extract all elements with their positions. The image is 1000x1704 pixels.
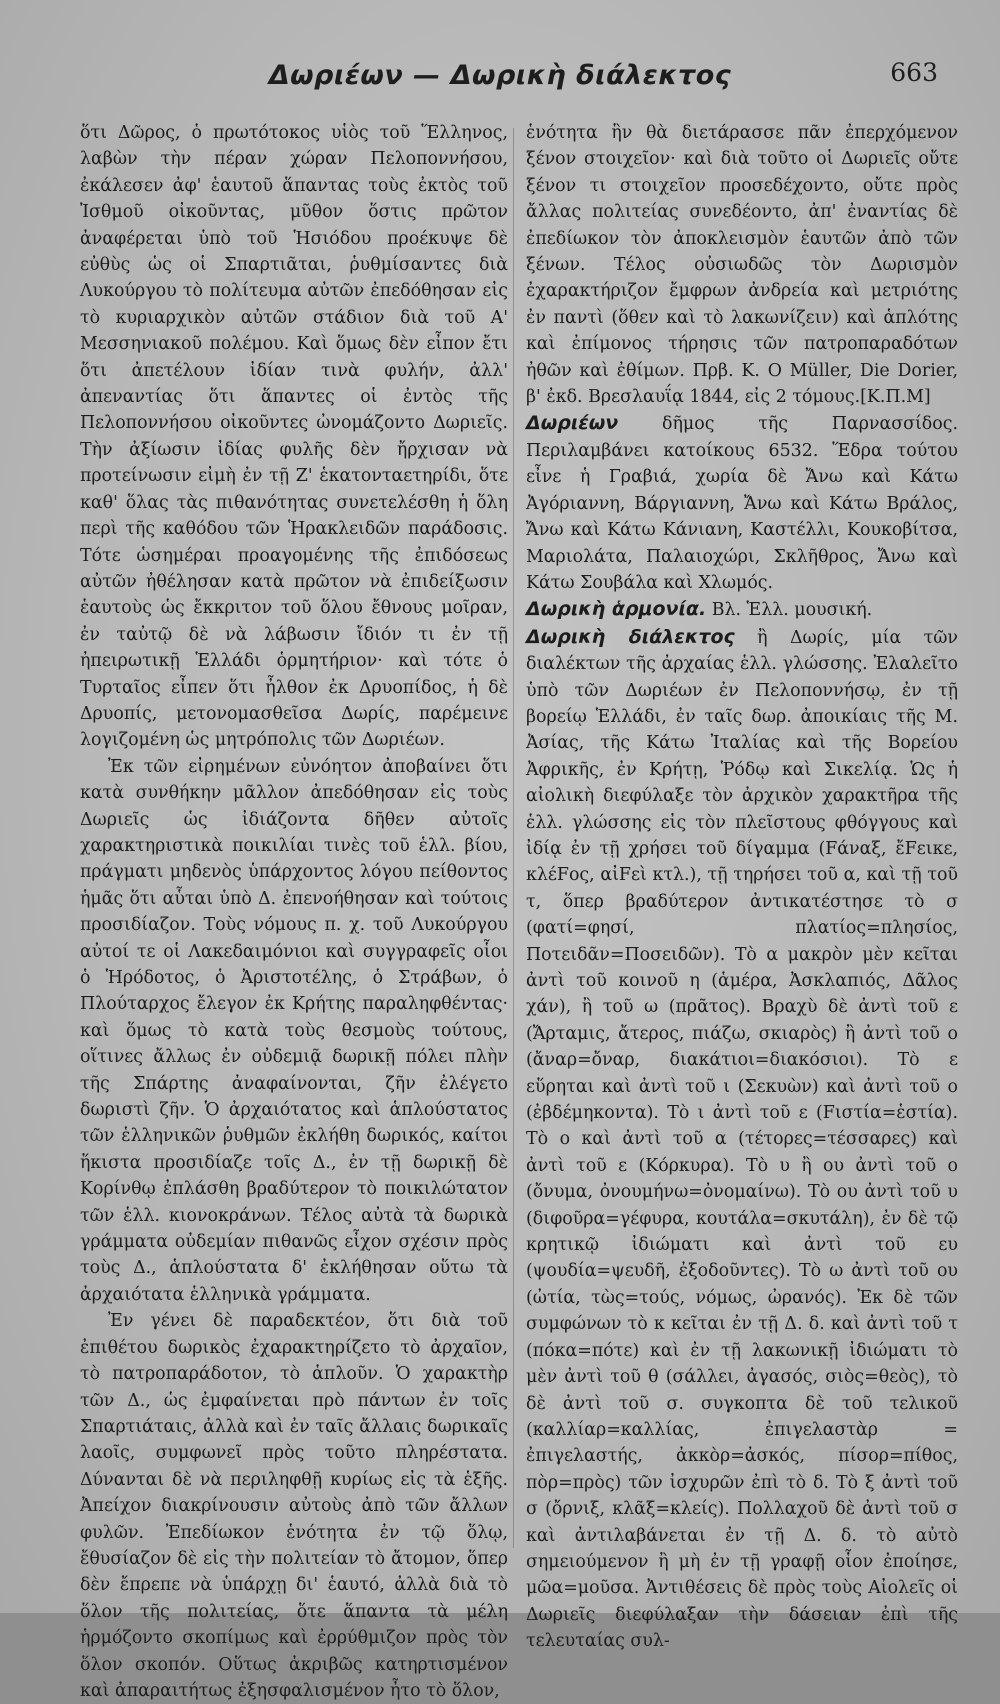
- running-head: Δωριέων — Δωρικὴ διάλεκτος: [268, 60, 732, 91]
- right-column: [526, 120, 958, 1655]
- paragraph: ὅτι Δῶρος, ὁ πρωτότοκος υἱὸς τοῦ Ἕλληνος, λαβὼν τὴν πέραν χώραν Πελοποννήσου, ἐκάλεσεν ἀφ' ἑαυτοῦ ἅπαντας τοὺς ἐκτὸς τοῦ Ἰσθμοῦ οἰκοῦντας, μῦθον ὅστις πρῶτον ἀναφέρεται ὑπὸ τοῦ Ἡσιόδου προέκυψε δὲ εὐθὺς ὡς οἱ Σπαρτιᾶται, ῥυθμίσαντες διὰ Λυκούργου τὸ πολίτευμα αὐτῶν ἐπεδόθησαν εἰς τὸ κυριαρχικὸν αὐτῶν στάδιον διὰ τοῦ Α' Μεσσηνιακοῦ πολέμου. Καὶ ὅμως δὲν εἶπον ἔτι ὅτι ἀπετέλουν ἰδίαν τινὰ φυλήν, ἀλλ' ἀπεναντίας ὅτι ἅπαντες οἱ ἐντὸς τῆς Πελοποννήσου οἰκοῦντες ὠνομάζοντο Δωριεῖς. Τὴν ἀξίωσιν ἰδίας φυλῆς δὲν ἤρχισαν νὰ προτείνωσιν εἰμὴ ἐν τῇ Ζ' ἑκατονταετηρίδι, ὅτε καθ' ὅλας τὰς πιθανότητας συνετελέσθη ἡ ὅλη περὶ τῆς καθόδου τῶν Ἡρακλειδῶν παράδοσις. Τότε ὡσημέραι προαγομένης τῆς ἐπιδόσεως αὐτῶν ἠθέλησαν κατὰ πρῶτον νὰ ἐπιδείξωσιν ἑαυτοὺς ὡς ἔκκριτον τοῦ ὅλου ἔθνους μοῖραν, ἐν ταὐτῷ δὲ νὰ λάβωσιν ἴδιόν τι ἐν τῇ ἠπειρωτικῇ Ἑλλάδι ὁρμητήριον· καὶ τότε ὁ Τυρταῖος εἶπεν ὅτι ἦλθον ἐκ Δρυοπίδος, ἡ δὲ Δρυοπίς, μετονομασθεῖσα Δωρίς, παρέμεινε λογιζομένη ὡς μητρόπολις τῶν Δωριέων.: [80, 123, 508, 751]
- dictionary-entry: [526, 410, 958, 596]
- left-column: [80, 120, 508, 1704]
- entry-body: δῆμος τῆς Παρνασσίδος. Περιλαμβάνει κατοίκους 6532. Ἕδρα τούτου εἶνε ἡ Γραβιά, χωρία δὲ Ἄνω καὶ Κάτω Ἀγόριαννη, Βάργιαννη, Ἄνω καὶ Κάτω Βράλος, Ἄνω καὶ Κάτω Κάνιανη, Καστέλλι, Κουκοβίτσα, Μαριολάτα, Παλαιοχώρι, Σκλῆθρος, Ἄνω καὶ Κάτω Σουβάλα καὶ Χλωμός.: [526, 414, 958, 593]
- page-number: 663: [890, 58, 938, 87]
- column-divider: [513, 128, 514, 1548]
- page-header: [40, 52, 960, 102]
- entry-body: ἢ Δωρίς, μία τῶν διαλέκτων τῆς ἀρχαίας ἑλλ. γλώσσης. Ἐλαλεῖτο ὑπὸ τῶν Δωριέων ἐν Πελοποννήσῳ, ἐν τῇ βορείῳ Ἑλλάδι, ἐν ταῖς δωρ. ἀποικίαις τῆς Μ. Ἀσίας, τῆς Κάτω Ἰταλίας καὶ τῆς Βορείου Ἀφρικῆς, ἐν Κρήτῃ, Ῥόδῳ καὶ Σικελίᾳ. Ὡς ἡ αἰολικὴ διεφύλαξε τὸν ἀρχικὸν χαρακτῆρα τῆς ἑλλ. γλώσσης εἰς τὸν πλεῖστους φθόγγους καὶ ἰδίᾳ ἐν τῇ χρήσει τοῦ δίγαμμα (Fάναξ, ἔFεικε, κλέFος, αἰFεὶ κτλ.), τῇ τηρήσει τοῦ α, καὶ τῇ τοῦ τ, ὅπερ βραδύτερον ἀντικατέστησε τὸ σ (φατί=φησί, πλατίος=πλησίος, Ποτειδᾶν=Ποσειδῶν). Τὸ α μακρὸν μὲν κεῖται ἀντὶ τοῦ κοινοῦ η (ἁμέρα, Ἀσκλαπιός, Δᾶλος χάν), ἢ τοῦ ω (πρᾶτος). Βραχὺ δὲ ἀντὶ τοῦ ε (Ἄρταμις, ἄτερος, πιάζω, σκιαρὸς) ἢ ἀντὶ τοῦ ο (ἄναρ=ὄναρ, διακάτιοι=διακόσιοι). Τὸ ε εὕρηται καὶ ἀντὶ τοῦ ι (Σεκυὼν) καὶ ἀντὶ τοῦ ο (ἐβδέμηκοντα). Τὸ ι ἀντὶ τοῦ ε (Fιστία=ἑστία). Τὸ ο καὶ ἀντὶ τοῦ α (τέτορες=τέσσαρες) καὶ ἀντὶ τοῦ ε (Κόρκυρα). Τὸ υ ἢ ου ἀντὶ τοῦ ο (ὄνυμα, ὀνουμήνω=ὀνομαίνω). Τὸ ου ἀντὶ τοῦ υ (διφοῦρα=γέφυρα, κουτάλα=σκυτάλη), ἐν δὲ τῷ κρητικῷ ἰδιώματι καὶ ἀντὶ τοῦ ευ (ψουδία=ψευδῆ, ἐξοδοῦντες). Τὸ ω ἀντὶ τοῦ ου (ὠτία, τὼς=τούς, νόμως, ὠρανός). Ἐκ δὲ τῶν συμφώνων τὸ κ κεῖται ἐν τῇ Δ. δ. καὶ ἀντὶ τοῦ τ (πόκα=πότε) καὶ ἐν τῇ λακωνικῇ ἰδιώματι τὸ μὲν ἀντὶ τοῦ θ (σάλλει, ἀγασός, σιὸς=θεὸς), τὸ δὲ ἀντὶ τοῦ σ. συγκοπτα δὲ τοῦ τελικοῦ (καλλίαρ=καλλίας, ἐπιγελαστὰρ = ἐπιγελαστής, ἀκκὸρ=ἀσκός, πίσορ=πίθος, πὸρ=πρὸς) τῶν ἰσχυρῶν ἐπὶ τὸ δ. Τὸ ξ ἀντὶ τοῦ σ (ὄρνιξ, κλᾶξ=κλείς). Πολλαχοῦ δὲ ἀντὶ τοῦ σ καὶ ἀντιλαβάνεται ἐν τῇ Δ. δ. τὸ αὐτὸ σημειούμενον ἢ μὴ ἐν τῇ γραφῇ οἷον ἐποίησε, μῶα=μοῦσα. Ἀντιθέσεις δὲ πρὸς τοὺς Αἰολεῖς οἱ Δωριεῖς διεφύλαξαν τὴν δάσειαν ἐπὶ τῆς τελευταίας συλ-: [526, 627, 958, 1652]
- entry-headword: Δωρικὴ ἁρμονία.: [526, 598, 707, 621]
- entry-headword: Δωρικὴ διάλεκτος: [526, 625, 735, 648]
- entry-headword: Δωριέων: [526, 412, 619, 435]
- dictionary-entry: [526, 624, 958, 1655]
- dictionary-entry: [526, 596, 958, 623]
- paragraph: Ἐκ τῶν εἰρημένων εὐνόητον ἀποβαίνει ὅτι κατὰ συνθήκην μᾶλλον ἀπεδόθησαν εἰς τοὺς Δωριεῖς ὡς ἰδιάζοντα δῆθεν αὐτοῖς χαρακτηριστικὰ ποικιλίαι τινὲς τοῦ ἑλλ. βίου, πράγματι μηδενὸς ὑπάρχοντος λόγου πείθοντος ἡμᾶς ὅτι αὗται ὑπὸ Δ. ἐπενοήθησαν καὶ τούτοις προσιδίαζον. Τοὺς νόμους π. χ. τοῦ Λυκούργου αὐτοί τε οἱ Λακεδαιμόνιοι καὶ συγγραφεῖς οἷοι ὁ Ἡρόδοτος, ὁ Ἀριστοτέλης, ὁ Στράβων, ὁ Πλούταρχος ἔλεγον ἐκ Κρήτης παραληφθέντας· καὶ ὅμως τὸ κατὰ τοὺς θεσμοὺς τούτους, οἵτινες ἄλλως ἐν οὐδεμιᾷ δωρικῇ πόλει πλὴν τῆς Σπάρτης ἀναφαίνονται, ζῆν ἐλέγετο δωριστὶ ζῆν. Ὁ ἀρχαιότατος καὶ ἁπλούστατος τῶν ἑλληνικῶν ῥυθμῶν ἐκλήθη δωρικός, καίτοι ἥκιστα προσιδίαζε τοῖς Δ., ἐν τῇ δωρικῇ δὲ Κορίνθῳ ἐπλάσθη βραδύτερον τὸ ποικιλώτατον τῶν ἑλλ. κιονοκράνων. Τέλος αὐτὰ τὰ δωρικὰ γράμματα οὐδεμίαν πιθανῶς εἶχον σχέσιν πρὸς τοὺς Δ., ἁπλούστατα δ' ἐκλήθησαν οὕτω τὰ ἀρχαιότατα ἑλληνικὰ γράμματα.: [80, 756, 508, 1305]
- entry-body: Βλ. Ἑλλ. μουσική.: [706, 600, 873, 621]
- paragraph: ἑνότητα ἣν θὰ διετάρασσε πᾶν ἐπερχόμενον ξένον στοιχεῖον· καὶ διὰ τοῦτο οἱ Δωριεῖς οὔτε ξένον τι στοιχεῖον προσεδέχοντο, οὔτε πρὸς ἄλλας πολιτείας συνεδέοντο, ἀπ' ἐναντίας δὲ ἐπεδίωκον τὸν ἀποκλεισμὸν ἑαυτῶν ἀπὸ τῶν ξένων. Τέλος οὐσιωδῶς τὸν Δωρισμὸν ἐχαρακτήριζον ἔμφρων ἀνδρεία καὶ μετριότης ἐν παντὶ (ὅθεν καὶ τὸ λακωνίζειν) καὶ ἁπλότης καὶ ἐπίμονος τήρησις τῶν πατροπαραδότων ἠθῶν καὶ ἐθίμων. Πρβ. K. O Müller, Die Dorier, β' ἐκδ. Βρεσλαυΐᾳ 1844, εἰς 2 τόμους.[Κ.Π.Μ]: [526, 123, 958, 408]
- paragraph: Ἐν γένει δὲ παραδεκτέον, ὅτι διὰ τοῦ ἐπιθέτου δωρικὸς ἐχαρακτηρίζετο τὸ ἀρχαῖον, τὸ πατροπαράδοτον, τὸ ἁπλοῦν. Ὁ χαρακτὴρ τῶν Δ., ὡς ἐμφαίνεται πρὸ πάντων ἐν τοῖς Σπαρτιάταις, ἀλλὰ καὶ ἐν ταῖς ἄλλαις δωρικαῖς λαοῖς, συμφωνεῖ πρὸς τοῦτο πληρέστατα. Δύνανται δὲ νὰ περιληφθῇ κυρίως εἰς τὰ ἑξῆς. Ἀπείχον διακρίνουσιν αὐτοὺς ἀπὸ τῶν ἄλλων φυλῶν. Ἐπεδίωκον ἑνότητα ἐν τῷ ὅλῳ, ἔθυσίαζον δὲ εἰς τὴν πολιτείαν τὸ ἄτομον, ὅπερ δὲν ἔπρεπε νὰ ὑπάρχῃ δι' ἑαυτό, ἀλλὰ διὰ τὸ ὅλον τῆς πολιτείας, ὅτε ἅπαντα τὰ μέλη ἡρμόζοντο σκοπίμως καὶ ἐρρύθμιζον πρὸς τὸν ὅλον σκοπόν. Οὕτως ἀκριβῶς κατηρτισμένον καὶ ἀπαραιτήτως ἐξησφαλισμένον ἦτο τὸ ὅλον,: [80, 1311, 508, 1701]
